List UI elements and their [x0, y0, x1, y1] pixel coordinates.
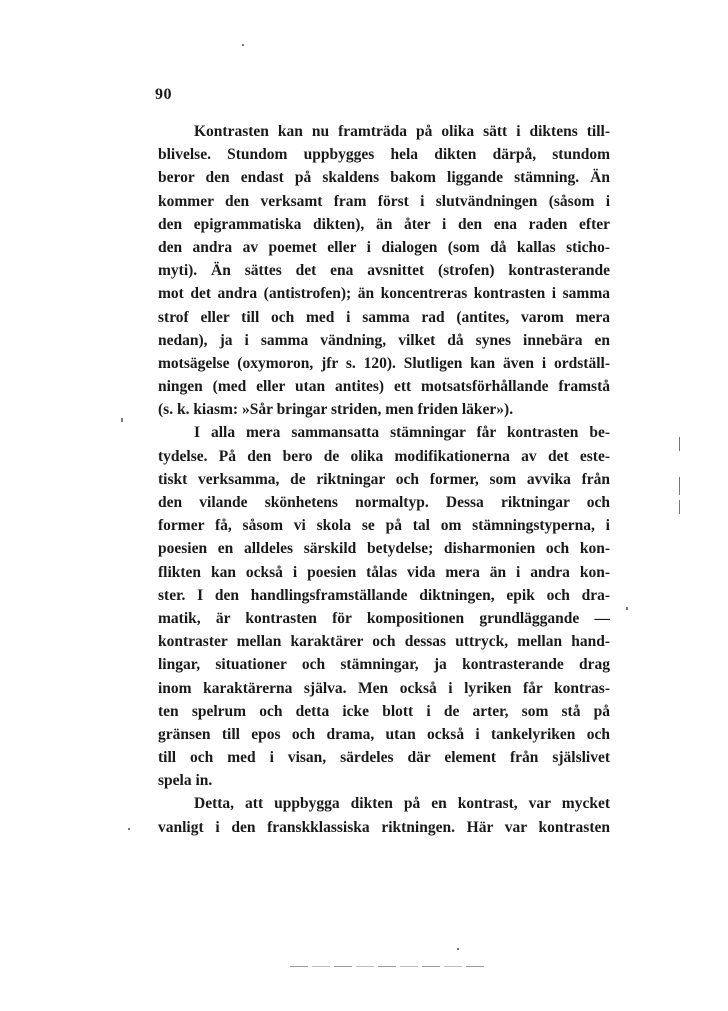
text-line: den epigrammatiska dikten), än åter i den ena raden efter: [158, 215, 610, 233]
scan-speck: [679, 500, 680, 514]
text-line: tydelse. På den bero de olika modifikationerna av det este-: [158, 447, 610, 465]
text-line: ster. I den handlingsframställande diktningen, epik och dra-: [158, 586, 610, 604]
text-line: strof eller till och med i samma rad (antites, varom mera: [158, 308, 610, 326]
scan-speck: [242, 44, 244, 46]
text-line: tiskt verksamma, de riktningar och former, som avvika från: [158, 470, 610, 488]
text-line: myti). Än sättes det ena avsnittet (strofen) kontrasterande: [158, 262, 610, 280]
text-line: motsägelse (oxymoron, jfr s. 120). Slutligen kan även i ordställ-: [158, 354, 610, 372]
scan-speck: [679, 477, 680, 495]
scan-speck: [626, 607, 628, 610]
scan-speck: [679, 437, 680, 451]
text-line: blivelse. Stundom uppbygges hela dikten därpå, stundom: [158, 146, 610, 164]
text-line: gränsen till epos och drama, utan också i tankelyriken och: [158, 725, 610, 743]
text-line: den vilande skönhetens normaltyp. Dessa riktningar och: [158, 494, 610, 511]
scan-speck: [457, 948, 459, 950]
text-line: mot det andra (antistrofen); än koncentreras kontrasten i samma: [158, 285, 610, 303]
text-line: Detta, att uppbygga dikten på en kontrast, var mycket: [194, 795, 610, 813]
text-line: till och med i visan, särdeles där element från själslivet: [158, 749, 610, 767]
footer-scan-rule: [290, 966, 486, 967]
text-line: inom karaktärerna själva. Men också i lyriken får kontras-: [158, 679, 610, 697]
text-line: den andra av poemet eller i dialogen (som då kallas sticho-: [158, 238, 610, 256]
text-line: vanligt i den franskklassiska riktningen. Här var kontrasten: [158, 818, 610, 836]
text-line: poesien en alldeles särskild betydelse; disharmonien och kon-: [158, 540, 610, 558]
text-line: matik, är kontrasten för kompositionen grundläggande —: [158, 609, 610, 627]
text-line: spela in.: [158, 772, 213, 790]
text-line: I alla mera sammansatta stämningar får kontrasten be-: [194, 424, 610, 442]
text-line: kommer den verksamt fram först i slutvändningen (såsom i: [158, 192, 610, 210]
scan-speck: [128, 828, 130, 830]
text-line: nedan), ja i samma vändning, vilket då synes innebära en: [158, 331, 610, 349]
text-line: ten spelrum och detta icke blott i de arter, som stå på: [158, 702, 610, 720]
text-line: Kontrasten kan nu framträda på olika sätt i diktens till-: [194, 123, 610, 140]
text-line: (s. k. kiasm: »Sår bringar striden, men friden läker»).: [158, 401, 514, 419]
text-line: beror den endast på skaldens bakom liggande stämning. Än: [158, 169, 610, 187]
text-line: lingar, situationer och stämningar, ja kontrasterande drag: [158, 656, 610, 674]
text-line: ningen (med eller utan antites) ett motsatsförhållande framstå: [158, 378, 610, 396]
text-line: kontraster mellan karaktärer och dessas uttryck, mellan hand-: [158, 633, 610, 651]
page-number: 90: [155, 86, 172, 103]
text-line: flikten kan också i poesien tålas vida mera än i andra kon-: [158, 563, 610, 581]
scan-speck: [121, 418, 123, 422]
body-text: [158, 120, 610, 839]
text-line: former få, såsom vi skola se på tal om stämningstyperna, i: [158, 517, 610, 535]
